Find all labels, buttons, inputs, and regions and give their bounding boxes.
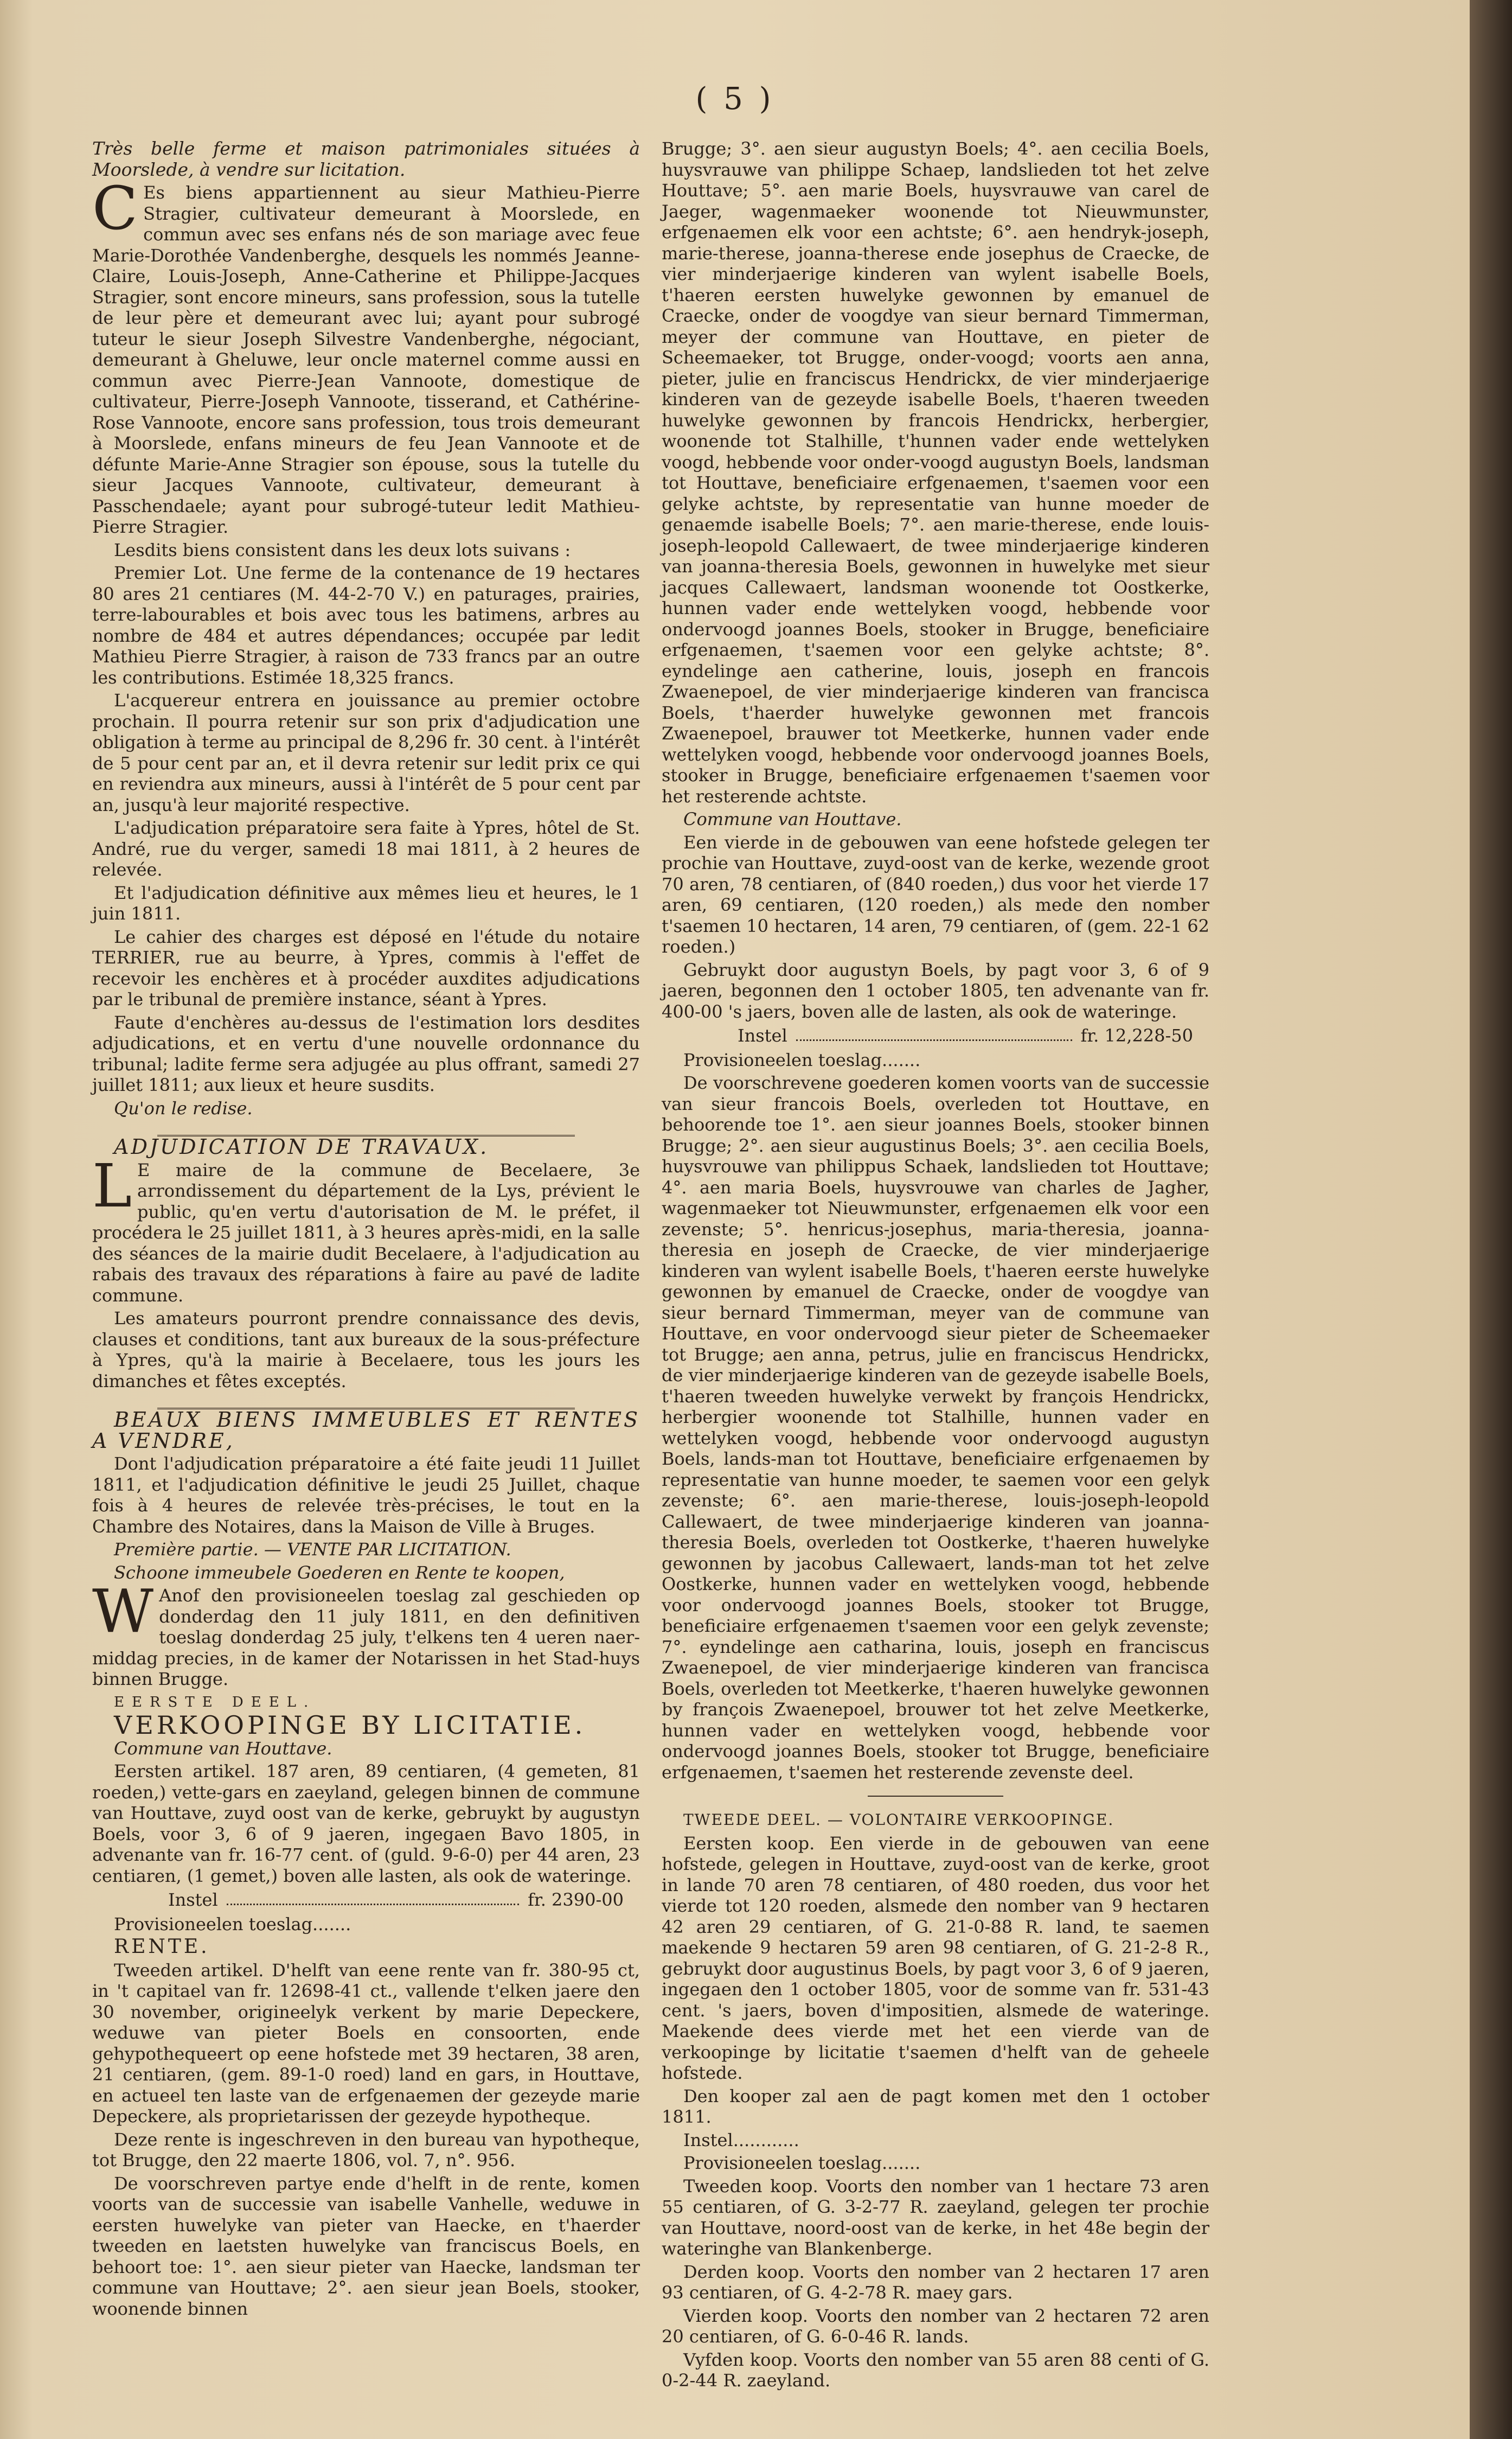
instel-label: Instel xyxy=(168,1889,218,1910)
leader-dots xyxy=(227,1889,519,1905)
eersten-artikel: Eersten artikel. 187 aren, 89 centiaren, (4 gemeten, 81 roeden,) vette-gars en zaeyland, gelegen binnen de commune van Houttave, zuyd oost van de kerke, gebruykt by augustyn Boels, voor 3, 6 of 9 jaeren, ingegaen Bavo 1805, in advenante van fr. 16-77 cent. of (guld. 9-6-0) per 44 aren, 23 centiaren, (1 gemet,) boven alle lasten, als ook de wateringe. xyxy=(92,1761,640,1886)
ferme-premier-lot: Premier Lot. Une ferme de la contenance de 19 hectares 80 ares 21 centiares (M. 44-2-70 V.) en paturages, prairies, terre-labourables et bois avec tous les batimens, arbres au nombre de 484 et autres dépendances; occupée par ledit Mathieu Pierre Stragier, à raison de 733 francs par an outre les contributions. Estimée 18,325 francs. xyxy=(92,563,640,688)
instel-row xyxy=(662,1025,1209,1046)
right-column xyxy=(662,138,1209,2393)
verkoop-text: Anof den provisioneelen toeslag zal geschieden op donderdag den 11 july 1811, en den definitiven toeslag donderdag 25 july, t'elkens ten 4 ueren naer-middag precies, in de kamer der Notarissen in het Stad-huys binnen Brugge. xyxy=(92,1585,640,1689)
voorschrevene-goederen: De voorschrevene goederen komen voorts van de successie van sieur francois Boels, overleden tot Houttave, en behoorende toe 1°. aen sieur joannes Boels, stooker binnen Brugge; 2°. aen sieur augustinus Boels; 3°. aen cecilia Boels, huysvrouwe van philippus Schaek, landslieden tot Houttave; 4°. aen maria Boels, huysvrouwe van charles de Jagher, wagenmaeker tot Nieuwmunster, erfgenaemen elk voor een zevenste; 5°. henricus-josephus, maria-theresia, joanna-theresia en joseph de Craecke, de vier minderjaerige kinderen van wylent isabelle Boels, t'haeren eerste huwelyke gewonnen by emanuel de Craecke, onder de voogdye van sieur bernard Timmerman, meyer van de commune van Houttave, en voor ondervoogd sieur pieter de Scheemaeker tot Brugge; aen anna, petrus, julie en franciscus Hendrickx, de vier minderjaerige kinderen van de gezeyde isabelle Boels, t'haeren tweeden huwelyke verwekt by françois Hendrickx, herbergier woonende tot Stalhille, hunnen vader en wettelyken voogd, hebbende voor ondervoogd augustyn Boels, lands-man tot Houttave, beneficiaire erfgenaemen by representatie van hunne moeder, te saemen voor een gelyk zevenste; 6°. aen marie-therese, louis-joseph-leopold Callewaert, de twee minderjaerige kinderen van joanna-theresia Boels, overleden tot Oostkerke, t'haeren huwelyke gewonnen by jacobus Callewaert, lands-man tot het zelve Oostkerke, hunnen vader en wettelyken voogd, hebbende voor ondervoogd joannes Boels, stooker tot Brugge, beneficiaire erfgenaemen t'saemen voor een gelyk zevenste; 7°. eyndelinge aen catharina, louis, joseph en franciscus Zwaenepoel, de vier minderjaerige kinderen van francisca Boels, overleden tot Meetkerke, t'haeren huwelyke gewonnen by françois Zwaenepoel, brouwer tot het zelve Meetkerke, hunnen vader en wettelyken voogd, hebbende voor ondervoogd joannes Boels, stooker tot Brugge, beneficiaire erfgenaemen, t'saemen het resterende zevenste deel. xyxy=(662,1072,1209,1783)
drop-cap: C xyxy=(92,174,138,243)
travaux-amateurs: Les amateurs pourront prendre connaissance des devis, clauses et conditions, tant aux bureaux de la sous-préfecture à Ypres, qu'à la mairie à Becelaere, tous les jours les dimanches et fêtes exceptés. xyxy=(92,1308,640,1391)
premiere-partie: Première partie. — VENTE PAR LICITATION. xyxy=(114,1539,511,1560)
provisioneelen-toeslag: Provisioneelen toeslag....... xyxy=(683,1049,921,1070)
ferme-acquereur: L'acquereur entrera en jouissance au premier octobre prochain. Il pourra retenir sur son prix d'adjudication une obligation à terme au principal de 8,296 fr. 30 cent. à l'intérêt de 5 pour cent par an, et il devra retenir sur ledit prix ce qui en reviendra aux mineurs, aussi à l'intérêt de 5 pour cent par an, jusqu'à leur majorité respective. xyxy=(92,690,640,815)
schoone-heading: Schoone immeubele Goederen en Rente te koopen, xyxy=(114,1562,565,1583)
eerste-deel: EERSTE DEEL. xyxy=(114,1694,316,1710)
divider xyxy=(868,1796,1003,1797)
derden-koop: Derden koop. Voorts den nomber van 2 hectaren 17 aren 93 centiaren, of G. 4-2-78 R. maey gars. xyxy=(662,2261,1209,2303)
vierden-koop: Vierden koop. Voorts den nomber van 2 hectaren 72 aren 20 centiaren, of G. 6-0-46 R. lands. xyxy=(662,2305,1209,2347)
left-column xyxy=(92,138,640,2321)
drop-cap: L xyxy=(92,1151,132,1221)
vyfden-koop: Vyfden koop. Voorts den nomber van 55 aren 88 centi of G. 0-2-44 R. zaeyland. xyxy=(662,2349,1209,2391)
rente-successie: De voorschreven partye ende d'helft in de rente, komen voorts van de successie van isabelle Vanhelle, weduwe in eersten huwelyke van pieter van Haecke, en t'haerder tweeden en laetsten huwelyke van franciscus Boels, en behoort toe: 1°. aen sieur pieter van Haecke, landsman ter commune van Houttave; 2°. aen sieur jean Boels, stooker, woonende binnen xyxy=(92,2173,640,2319)
ferme-signature: Qu'on le redise. xyxy=(114,1097,253,1119)
drop-cap: W xyxy=(92,1576,154,1646)
rente-heading: RENTE. xyxy=(114,1936,210,1958)
instel-line: Instel............ xyxy=(683,2129,799,2150)
verkoopinge-heading: VERKOOPINGE BY LICITATIE. xyxy=(114,1710,586,1740)
vierde-gebouwen: Een vierde in de gebouwen van eene hofstede gelegen ter prochie van Houttave, zuyd-oost van de kerke, wezende groot 70 aren, 78 centiaren, of (840 roeden,) dus voor het vierde 17 aren, 69 centiaren, (120 roeden,) als mede den nomber t'saemen 10 hectaren, 14 aren, 79 centiaren, of (gem. 22-1 62 roeden.) xyxy=(662,832,1209,957)
leader-dots xyxy=(796,1025,1072,1041)
ferme-cahier: Le cahier des charges est déposé en l'étude du notaire TERRIER, rue au beurre, à Ypres, commis à l'effet de recevoir les enchères et à procéder auxdites adjudications par le tribunal de première instance, séant à Ypres. xyxy=(92,926,640,1010)
provisioneelen-toeslag: Provisioneelen toeslag....... xyxy=(683,2153,921,2173)
beaux-biens-title: BEAUX BIENS IMMEUBLES ET RENTES A VENDRE, xyxy=(92,1408,640,1453)
instel-value: fr. 12,228-50 xyxy=(1080,1025,1193,1046)
provisioneelen-toeslag: Provisioneelen toeslag....... xyxy=(114,1913,351,1934)
tweeden-koop: Tweeden koop. Voorts den nomber van 1 hectare 73 aren 55 centiaren, of G. 3-2-77 R. zaeyland, gelegen ter prochie van Houttave, noord-oost van de kerke, in het 48e begin der wateringhe van Blankenberge. xyxy=(662,2175,1209,2259)
ferme-faute: Faute d'enchères au-dessus de l'estimation lors desdites adjudications, et en vertu d'une nouvelle ordonnance du tribunal; ladite ferme sera adjugée au plus offrant, samedi 27 juillet 1811; aux lieux et heure susdits. xyxy=(92,1012,640,1095)
commune-heading: Commune van Houttave. xyxy=(683,809,902,829)
kooper-pagt: Den kooper zal aen de pagt komen met den 1 october 1811. xyxy=(662,2085,1209,2127)
ferme-title: Très belle ferme et maison patrimoniales situées à Moorslede, à vendre sur licitation. xyxy=(92,138,640,180)
eersten-koop: Eersten koop. Een vierde in de gebouwen van eene hofstede, gelegen in Houttave, zuyd-oost van de kerke, groot in lande 70 aren 78 centiaren, of 480 roeden, dus voor het vierde tot 120 roeden, alsmede den nomber van 9 hectaren 42 aren 29 centiaren, of G. 21-0-88 R. land, te saemen maekende 9 hectaren 59 aren 98 centiaren, of G. 21-2-8 R., gebruykt door augustinus Boels, by pagt voor 3, 6 of 9 jaeren, ingegaen den 1 october 1805, voor de somme van fr. 531-43 cent. 's jaers, boven d'impositien, alsmede de wateringe. Maekende dees vierde met het een vierde van de verkoopinge by licitatie t'saemen d'helft van de geheele hofstede. xyxy=(662,1833,1209,2083)
rente-artikel: Tweeden artikel. D'helft van eene rente van fr. 380-95 ct, in 't capitael van fr. 12698-41 ct., vallende t'elken jaere den 30 november, origineelyk verkent by marie Depeckere, weduwe van pieter Boels en consoorten, ende gehypothequeert op eene hofstede met 39 hectaren, 38 aren, 21 centiaren, (gem. 89-1-0 roed) land en gars, in Houttave, en actueel ten laste van de erfgenaemen der gezeyde marie Depeckere, als proprietarissen der gezeyde hypotheque. xyxy=(92,1959,640,2127)
gebruykt-door: Gebruykt door augustyn Boels, by pagt voor 3, 6 of 9 jaeren, begonnen den 1 october 1805, ten advenante van fr. 400-00 's jaers, boven alle de lasten, als ook de wateringe. xyxy=(662,959,1209,1022)
page-edge xyxy=(1470,0,1512,2439)
ferme-lots-intro: Lesdits biens consistent dans les deux lots suivans : xyxy=(114,539,571,560)
travaux-paragraph xyxy=(92,1151,640,1306)
instel-row xyxy=(92,1889,640,1911)
instel-value: fr. 2390-00 xyxy=(528,1889,624,1910)
successie-continued: Brugge; 3°. aen sieur augustyn Boels; 4°. aen cecilia Boels, huysvrauwe van philippe Schaep, landslieden tot het zelve Houttave; 5°. aen marie Boels, huysvrauwe van carel de Jaeger, wagenmaeker woonende tot Nieuwmunster, erfgenaemen elk voor een achtste; 6°. aen hendryk-joseph, marie-therese, joanna-therese ende josephus de Craecke, de vier minderjaerige kinderen van wylent isabelle Boels, t'haeren eersten huwelyke gewonnen by emanuel de Craecke, onder de voogdye van sieur bernard Timmerman, meyer der commune van Houttave, en pieter de Scheemaeker, tot Brugge, onder-voogd; voorts aen anna, pieter, julie en franciscus Hendrickx, de vier minderjaerige kinderen van de gezeyde isabelle Boels, t'haeren tweeden huwelyke gewonnen by francois Hendrickx, herbergier, woonende tot Stalhille, t'hunnen vader ende wettelyken voogd, hebbende voor onder-voogd augustyn Boels, landsman tot Houttave, beneficiaire erfgenaemen, t'saemen voor een gelyke achtste, by representatie van hunne moeder de genaemde isabelle Boels; 7°. aen marie-therese, ende louis-joseph-leopold Callewaert, de twee minderjaerige kinderen van joanna-theresia Boels, gewonnen in huwelyke met sieur jacques Callewaert, landsman woonende tot Oostkerke, hunnen vader ende wettelyken voogd, hebbende voor ondervoogd joannes Boels, stooker in Brugge, beneficiaire erfgenaemen, t'saemen voor een gelyke achtste; 8°. eyndelinge aen catherine, louis, joseph en francois Zwaenepoel, de vier minderjaerige kinderen van francisca Boels, t'haerder huwelyke gewonnen met francois Zwaenepoel, brauwer tot Meetkerke, hunnen vader ende wettelyken voogd, hebbende voor ondervoogd joannes Boels, stooker in Brugge, beneficiaire erfgenaemen t'saemen voor het resterende achtste. xyxy=(662,138,1209,807)
instel-label: Instel xyxy=(738,1025,787,1046)
rente-hypotheque: Deze rente is ingeschreven in den bureau van hypotheque, tot Brugge, den 22 maerte 1806, vol. 7, n°. 956. xyxy=(92,2129,640,2170)
page-number: ( 5 ) xyxy=(695,81,774,117)
ferme-adjudication-prep: L'adjudication préparatoire sera faite à Ypres, hôtel de St. André, rue du verger, samedi 18 mai 1811, à 2 heures de relevée. xyxy=(92,818,640,880)
verkoop-paragraph xyxy=(92,1576,640,1690)
commune-heading: Commune van Houttave. xyxy=(114,1738,332,1759)
tweede-deel: TWEEDE DEEL. — VOLONTAIRE VERKOOPINGE. xyxy=(683,1811,1114,1829)
travaux-title: ADJUDICATION DE TRAVAUX. xyxy=(114,1135,489,1159)
travaux-text: E maire de la commune de Becelaere, 3e arrondissement du département de la Lys, prévient le public, qu'en vertu d'autorisation de M. le préfet, il procédera le 25 juillet 1811, à 3 heures après-midi, en la salle des séances de la mairie dudit Becelaere, à l'adjudication au rabais des travaux des réparations à faire au pavé de ladite commune. xyxy=(92,1159,640,1306)
ferme-adjudication-def: Et l'adjudication définitive aux mêmes lieu et heures, le 1 juin 1811. xyxy=(92,882,640,924)
beaux-biens-text: Dont l'adjudication préparatoire a été faite jeudi 11 Juillet 1811, et l'adjudication définitive le jeudi 25 Juillet, chaque fois à 4 heures de relevée très-précises, le tout en la Chambre des Notaires, dans la Maison de Ville à Bruges. xyxy=(92,1453,640,1537)
ferme-text: Es biens appartiennent au sieur Mathieu-Pierre Stragier, cultivateur demeurant à Moorslede, en commun avec ses enfans nés de son mariage avec feue Marie-Dorothée Vandenberghe, desquels les nommés Jeanne-Claire, Louis-Joseph, Anne-Catherine et Philippe-Jacques Stragier, sont encore mineurs, sans profession, sous la tutelle de leur père et demeurant avec lui; ayant pour subrogé tuteur le sieur Joseph Silvestre Vandenberghe, négociant, demeurant à Gheluwe, leur oncle maternel comme aussi en commun avec Pierre-Jean Vannoote, domestique de cultivateur, Pierre-Joseph Vannoote, tisserand, et Cathérine-Rose Vannoote, encore sans profession, tous trois demeurant à Moorslede, enfans mineurs de feu Jean Vannoote et de défunte Marie-Anne Stragier son épouse, sous la tutelle du sieur Jacques Vannoote, cultivateur, demeurant à Passchendaele; ayant pour subrogé-tuteur ledit Mathieu-Pierre Stragier. xyxy=(92,182,640,537)
ferme-paragraph xyxy=(92,174,640,538)
